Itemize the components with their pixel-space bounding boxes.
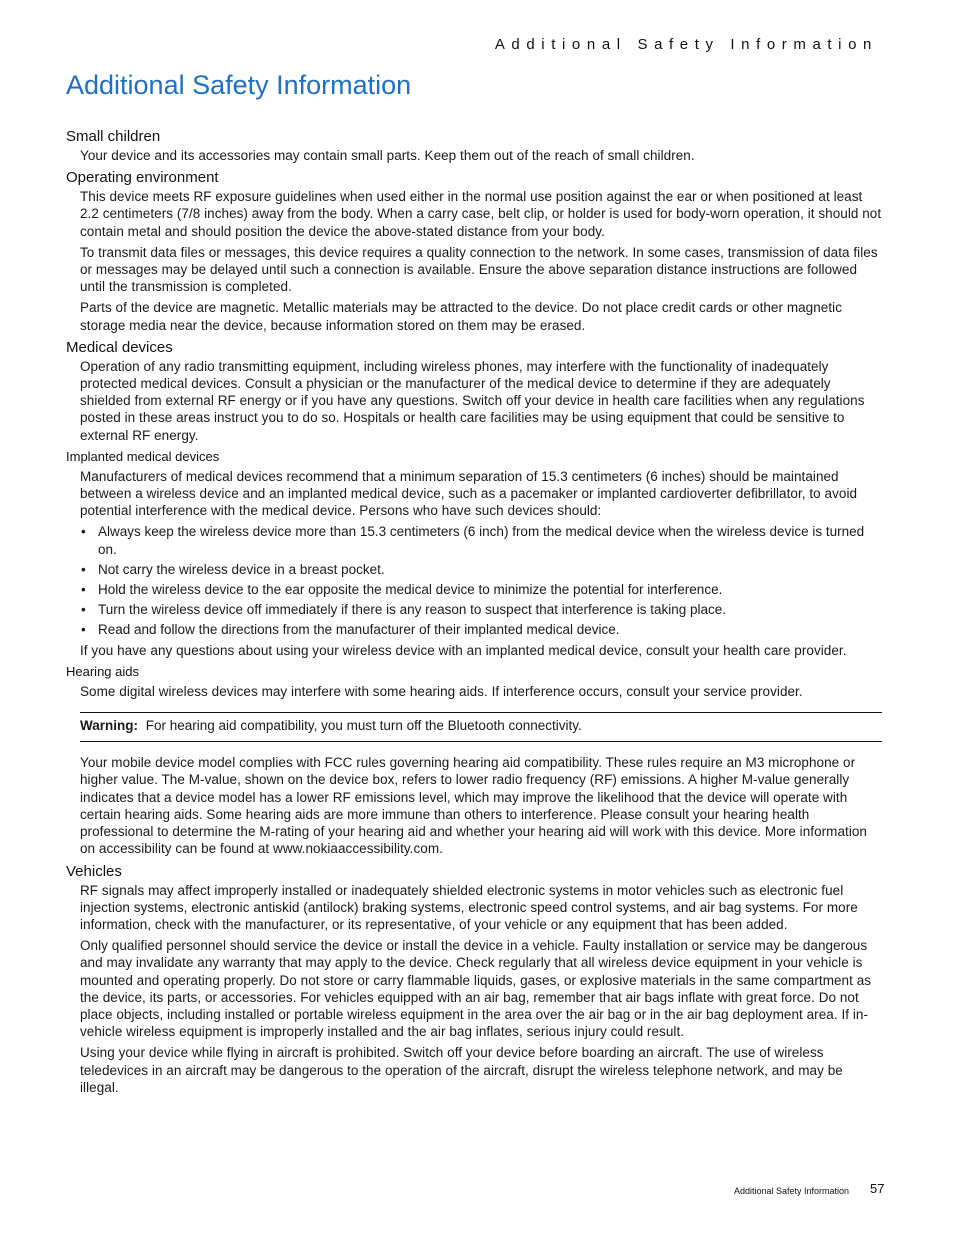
warning-label: Warning:	[80, 718, 138, 734]
paragraph: Parts of the device are magnetic. Metallic materials may be attracted to the device. Do not place credit cards or other magnetic storage media near the device, because information stored on them may be erased.	[80, 300, 843, 333]
list-item-text: Turn the wireless device off immediately if there is any reason to suspect that interference is taking place.	[98, 602, 727, 618]
paragraph: Operation of any radio transmitting equipment, including wireless phones, may interfere with the functionality of inadequately protected medical devices. Consult a physician or the manufacturer of the medical device to determine if they are adequately shielded from external RF energy or if you have any questions. Switch off your device in health care facilities when any regulations posted in these areas instruct you to do so. Hospitals or health care facilities may be using equipment that could be sensitive to external RF energy.	[80, 358, 865, 443]
section-implanted-medical-devices	[66, 449, 882, 659]
paragraph: Only qualified personnel should service the device or install the device in a vehicle. Faulty installation or service may be dangerous and may invalidate any warranty that may apply to the device. Check regularly that all wireless device equipment in your vehicle is mounted and operating properly. Do not store or carry flammable liquids, gases, or explosive materials in the same compartment as the device, its parts, or accessories. For vehicles equipped with an air bag, remember that air bags inflate with great force. Do not place objects, including installed or portable wireless equipment in the area over the air bag or in the air bag deployment area. If in-vehicle wireless equipment is improperly installed and the air bag inflates, serious injury could result.	[80, 938, 872, 1040]
page-number: 57	[870, 1181, 885, 1196]
section-vehicles	[66, 863, 882, 1096]
bullet-list	[80, 523, 882, 638]
section-operating-environment	[66, 169, 882, 334]
subsection-heading: Hearing aids	[66, 663, 139, 679]
footer-label: Additional Safety Information	[734, 1186, 850, 1196]
list-item-text: Hold the wireless device to the ear opposite the medical device to minimize the potential for interference.	[98, 582, 723, 598]
paragraph: This device meets RF exposure guidelines when used either in the normal use position against the ear or when positioned at least 2.2 centimeters (7/8 inches) away from the body. When a carry case, belt clip, or holder is used for body-worn operation, it should not contain metal and should position the device the above-stated distance from your body.	[80, 189, 882, 239]
list-item	[80, 581, 882, 598]
section-heading: Medical devices	[66, 338, 173, 356]
page-content	[66, 128, 882, 1101]
bullet-icon: •	[81, 582, 86, 598]
section-heading: Vehicles	[66, 862, 122, 880]
running-head: Additional Safety Information	[494, 36, 878, 53]
paragraph: RF signals may affect improperly installed or inadequately shielded electronic systems in motor vehicles such as electronic fuel injection systems, electronic antiskid (antilock) braking systems, electronic speed control systems, and air bag systems. For more information, check with the manufacturer, or its representative, of your vehicle or any equipment that has been added.	[80, 882, 858, 932]
list-item	[80, 621, 882, 638]
paragraph: If you have any questions about using your wireless device with an implanted medical device, consult your health care provider.	[80, 642, 847, 658]
bullet-icon: •	[81, 622, 86, 638]
paragraph: Your device and its accessories may contain small parts. Keep them out of the reach of small children.	[80, 148, 695, 163]
list-item-text: Not carry the wireless device in a breast pocket.	[98, 561, 385, 577]
section-small-children	[66, 128, 882, 164]
paragraph: To transmit data files or messages, this device requires a quality connection to the network. In some cases, transmission of data files or messages may be delayed until such a connection is available. Ensure the above separation distance instructions are followed until the transmission is completed.	[80, 244, 878, 295]
paragraph: Manufacturers of medical devices recommend that a minimum separation of 15.3 centimeters (6 inches) should be maintained between a wireless device and an implanted medical device, such as a pacemaker or implanted cardioverter defibrillator, to avoid potential interference with the medical device. Persons who have such devices should:	[80, 468, 858, 519]
paragraph: Some digital wireless devices may interfere with some hearing aids. If interference occurs, consult your service provider.	[80, 683, 803, 699]
bullet-icon: •	[81, 602, 86, 618]
list-item-text: Always keep the wireless device more than 15.3 centimeters (6 inch) from the medical device when the wireless device is turned on.	[98, 524, 865, 557]
section-medical-devices	[66, 339, 882, 444]
subsection-heading: Implanted medical devices	[66, 448, 220, 464]
warning-text: For hearing aid compatibility, you must turn off the Bluetooth connectivity.	[145, 718, 582, 734]
warning-box	[80, 712, 882, 742]
bullet-icon: •	[81, 524, 86, 540]
page-title: Additional Safety Information	[66, 70, 412, 100]
paragraph: Using your device while flying in aircraft is prohibited. Switch off your device before boarding an aircraft. The use of wireless teledevices in an aircraft may be dangerous to the operation of the aircraft, disrupt the wireless telephone network, and may be illegal.	[80, 1045, 843, 1095]
section-heading: Operating environment	[66, 169, 219, 187]
section-hearing-aids	[66, 664, 882, 858]
list-item-text: Read and follow the directions from the manufacturer of their implanted medical device.	[98, 622, 620, 638]
list-item	[80, 561, 882, 578]
list-item	[80, 601, 882, 618]
list-item	[80, 523, 882, 557]
section-heading: Small children	[66, 128, 161, 145]
bullet-icon: •	[81, 561, 86, 577]
paragraph: Your mobile device model complies with FCC rules governing hearing aid compatibility. These rules require an M3 microphone or higher value. The M-value, shown on the device box, refers to lower radio frequency (RF) emissions. A higher M-value generally indicates that a device model has a lower RF emissions level, which may improve the likelihood that the device will operate with certain hearing aids. Some hearing aids are more immune than others to interference. Please consult your hearing health professional to determine the M-rating of your hearing aid and whether your hearing aid will work with this device. More information on accessibility can be found at www.nokiaaccessibility.com.	[80, 755, 867, 857]
